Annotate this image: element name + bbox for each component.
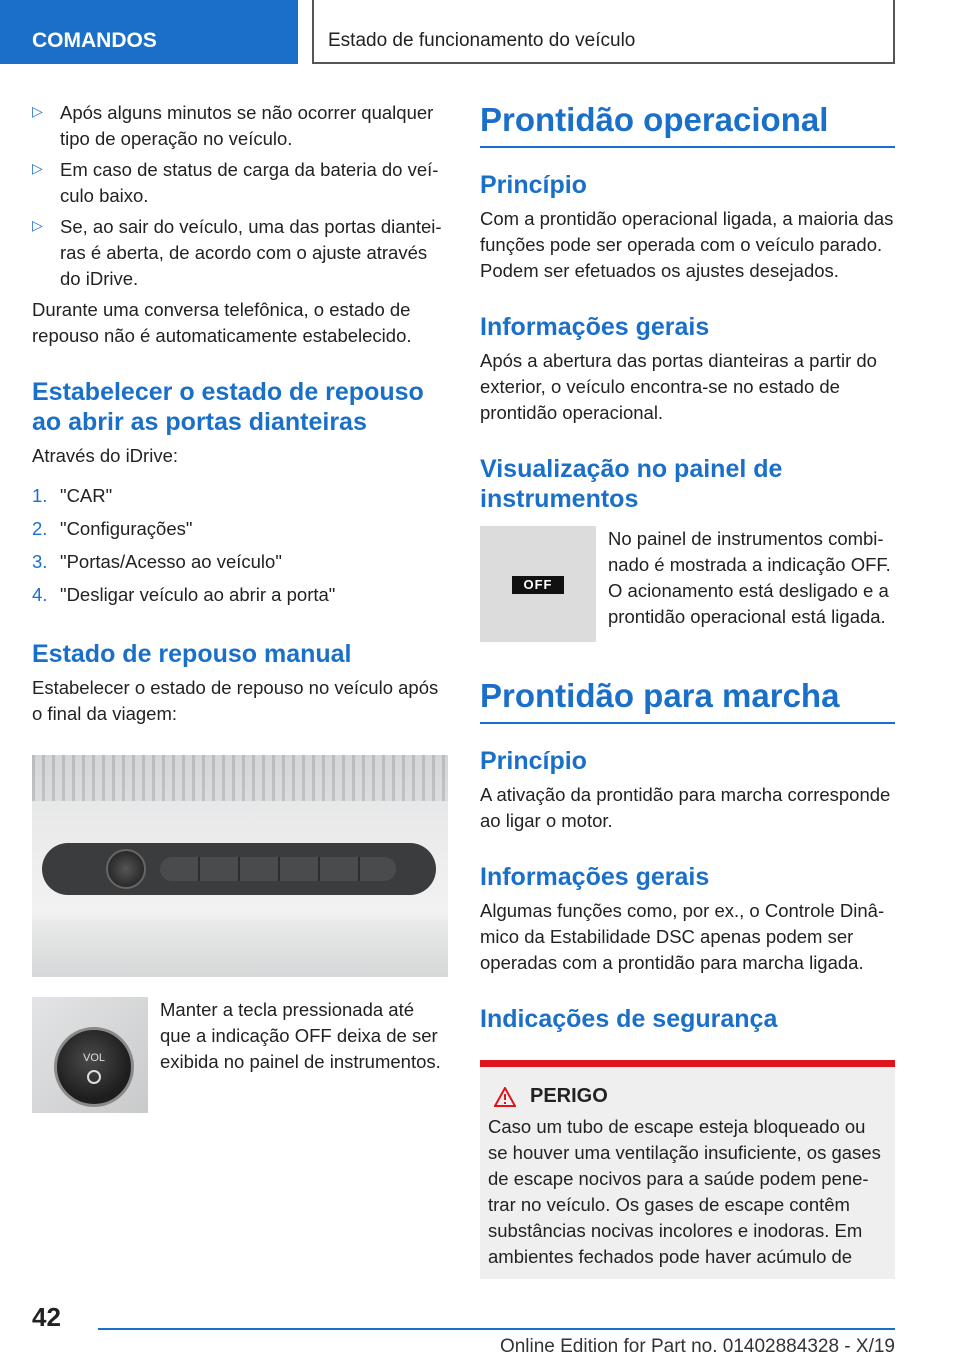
figure-caption: No painel de instrumentos combinado é mostrada a indicação OFF. O acionamento está desligado e a prontidão operacional está ligada. bbox=[608, 528, 891, 627]
volume-knob-icon bbox=[106, 849, 146, 889]
console-lower bbox=[32, 920, 448, 977]
triangle-bullet-icon: ▷ bbox=[32, 217, 43, 233]
list-item bbox=[32, 214, 448, 292]
step-number: 1. bbox=[32, 485, 48, 506]
step-text: "Portas/Acesso ao veículo" bbox=[60, 551, 282, 572]
heading: Informações gerais bbox=[480, 313, 710, 341]
power-symbol-icon bbox=[87, 1070, 101, 1084]
bullet-text: Após alguns minutos se não ocorrer qualquer tipo de operação no veículo. bbox=[60, 102, 434, 149]
heading: Informações gerais bbox=[480, 863, 710, 891]
vol-button-photo bbox=[32, 997, 148, 1113]
off-indicator-image bbox=[480, 526, 596, 642]
step-item bbox=[32, 578, 448, 611]
left-column bbox=[32, 100, 448, 1113]
warning-triangle-icon bbox=[494, 1087, 516, 1107]
step-number: 3. bbox=[32, 551, 48, 572]
chapter-title: Estado de funcionamento do veículo bbox=[312, 0, 895, 64]
off-label: OFF bbox=[512, 576, 564, 594]
paragraph: Com a prontidão operacional ligada, a maioria das funções pode ser operada com o veículo parado. Podem ser efetuados os ajustes desejados. bbox=[480, 208, 894, 281]
paragraph: Algumas funções como, por ex., o Controle Dinâmico da Estabilidade DSC apenas podem ser operadas com a prontidão para marcha ligada. bbox=[480, 900, 885, 973]
section-tab: COMANDOS bbox=[0, 0, 298, 64]
heading: Estado de repouso manual bbox=[32, 640, 352, 668]
radio-control-panel bbox=[42, 843, 436, 895]
heading: Princípio bbox=[480, 171, 587, 199]
triangle-bullet-icon: ▷ bbox=[32, 103, 43, 119]
page-number: 42 bbox=[32, 1302, 61, 1332]
heading: Indicações de segurança bbox=[480, 1005, 778, 1033]
air-vents bbox=[32, 755, 448, 801]
power-button-icon bbox=[54, 1027, 134, 1107]
paragraph: Estabelecer o estado de repouso no veículo após o final da viagem: bbox=[32, 677, 439, 724]
step-number: 4. bbox=[32, 584, 48, 605]
bullet-text: Em caso de status de carga da bateria do veículo baixo. bbox=[60, 159, 439, 206]
console-photo bbox=[32, 755, 448, 977]
warning-box bbox=[480, 1060, 895, 1279]
step-text: "Configurações" bbox=[60, 518, 193, 539]
heading: Visualização no painel de instrumentos bbox=[480, 455, 783, 513]
right-column bbox=[480, 100, 895, 1279]
step-item bbox=[32, 512, 448, 545]
paragraph: Através do iDrive: bbox=[32, 445, 178, 466]
paragraph: A ativação da prontidão para marcha corresponde ao ligar o motor. bbox=[480, 784, 891, 831]
section-heading: Prontidão operacional bbox=[480, 100, 895, 148]
step-item bbox=[32, 545, 448, 578]
figure-row bbox=[480, 526, 895, 642]
list-item bbox=[32, 100, 448, 152]
paragraph: Após a abertura das portas dianteiras a partir do exterior, o veículo encontra-se no estado de prontidão operacional. bbox=[480, 350, 877, 423]
paragraph: Durante uma conversa telefônica, o estado de repouso não é automaticamente estabelecido. bbox=[32, 299, 412, 346]
preset-keys bbox=[160, 857, 396, 881]
step-text: "Desligar veículo ao abrir a porta" bbox=[60, 584, 336, 605]
heading: Princípio bbox=[480, 747, 587, 775]
step-number: 2. bbox=[32, 518, 48, 539]
section-heading: Prontidão para marcha bbox=[480, 676, 895, 724]
footer-edition: Online Edition for Part no. 01402884328 - X/19 bbox=[499, 1336, 895, 1357]
step-text: "CAR" bbox=[60, 485, 113, 506]
warning-title bbox=[488, 1085, 887, 1108]
vol-label: VOL bbox=[82, 1052, 105, 1064]
warning-label: PERIGO bbox=[530, 1085, 608, 1107]
list-item bbox=[32, 157, 448, 209]
bullet-text: Se, ao sair do veículo, uma das portas dianteiras é aberta, de acordo com o ajuste através do iDrive. bbox=[60, 216, 442, 289]
step-list bbox=[32, 479, 448, 611]
warning-text: Caso um tubo de escape esteja bloqueado ou se houver uma ventilação insuficiente, os gases de escape nocivos para a saúde podem penetrar no veículo. Os gases de escape contêm substâncias nocivas incolores e inodoras. Em ambientes fechados pode haver acúmulo de bbox=[488, 1116, 881, 1267]
figure-row bbox=[32, 997, 448, 1113]
triangle-bullet-icon: ▷ bbox=[32, 160, 43, 176]
heading: Estabelecer o estado de repouso ao abrir as portas dianteiras bbox=[32, 378, 424, 436]
figure-caption: Manter a tecla pressionada até que a indicação OFF deixa de ser exibida no painel de instrumentos. bbox=[160, 999, 441, 1072]
footer-divider bbox=[98, 1328, 895, 1330]
step-item bbox=[32, 479, 448, 512]
